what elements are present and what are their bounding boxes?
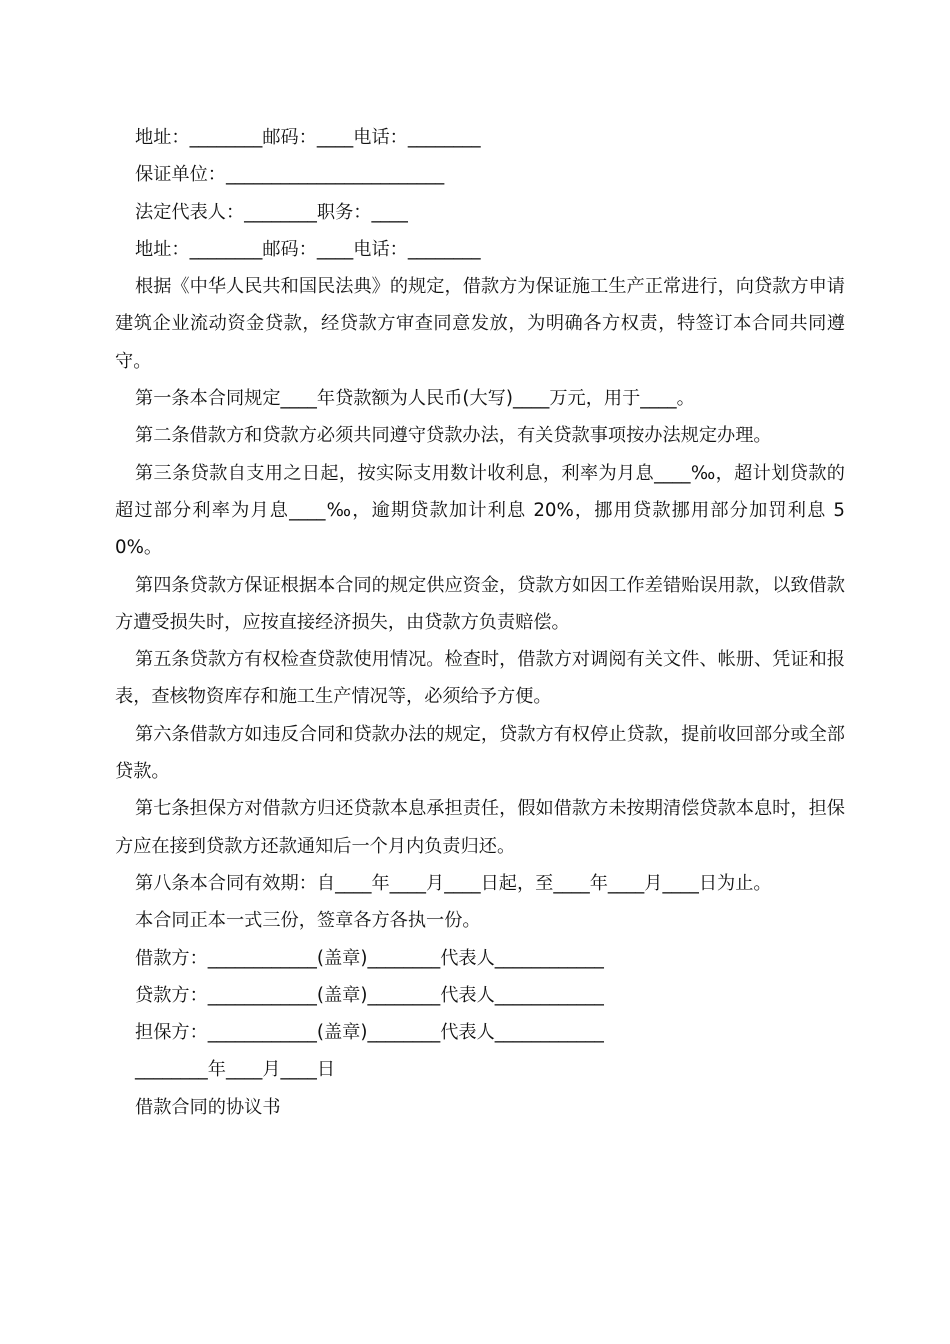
signing-date-line: ________年____月____日	[135, 1059, 336, 1081]
guarantor-contact-address-line: 地址：________邮码：____电话：________	[135, 127, 481, 148]
article-1: 第一条本合同规定____年贷款额为人民币(大写)____万元，用于____。	[135, 388, 695, 410]
article-7: 第七条担保方对借款方归还贷款本息承担责任，假如借款方未按期清偿贷款本息时，担保方应在接到贷款方还款通知后一个月内负责归还。	[115, 798, 845, 857]
article-3: 第三条贷款自支用之日起，按实际支用数计收利息，利率为月息____‰，超计划贷款的超过部分利率为月息____‰，逾期贷款加计利息 20%，挪用贷款挪用部分加罚利息 50%。	[115, 462, 845, 559]
article-2: 第二条借款方和贷款方必须共同遵守贷款办法，有关贷款事项按办法规定办理。	[135, 425, 772, 447]
article-6: 第六条借款方如违反合同和贷款办法的规定，贷款方有权停止贷款，提前收回部分或全部贷款。	[115, 723, 845, 783]
borrower-signature-line: 借款方：____________(盖章)________代表人____________	[135, 947, 604, 969]
guarantor-address-line: 地址：________邮码：____电话：________	[135, 238, 481, 260]
article-8: 第八条本合同有效期：自____年____月____日起，至____年____月____日为止。	[135, 872, 772, 894]
article-5: 第五条贷款方有权检查贷款使用情况。检查时，借款方对调阅有关文件、帐册、凭证和报表，查核物资库存和施工生产情况等，必须给予方便。	[115, 649, 845, 708]
lender-signature-line: 贷款方：____________(盖章)________代表人____________	[135, 984, 604, 1006]
copies-statement: 本合同正本一式三份，签章各方各执一份。	[135, 910, 481, 932]
section-heading: 借款合同的协议书	[135, 1096, 281, 1118]
guarantor-unit-line: 保证单位：________________________	[135, 164, 445, 186]
contract-body	[115, 119, 845, 1126]
legal-representative-line: 法定代表人：________职务：____	[135, 201, 408, 223]
preamble-paragraph: 根据《中华人民共和国民法典》的规定，借款方为保证施工生产正常进行，向贷款方申请建筑企业流动资金贷款，经贷款方审查同意发放，为明确各方权责，特签订本合同共同遵守。	[115, 276, 845, 372]
article-4: 第四条贷款方保证根据本合同的规定供应资金，贷款方如因工作差错贻误用款，以致借款方遭受损失时，应按直接经济损失，由贷款方负责赔偿。	[115, 574, 845, 633]
guarantor-signature-line: 担保方：____________(盖章)________代表人____________	[135, 1022, 604, 1044]
